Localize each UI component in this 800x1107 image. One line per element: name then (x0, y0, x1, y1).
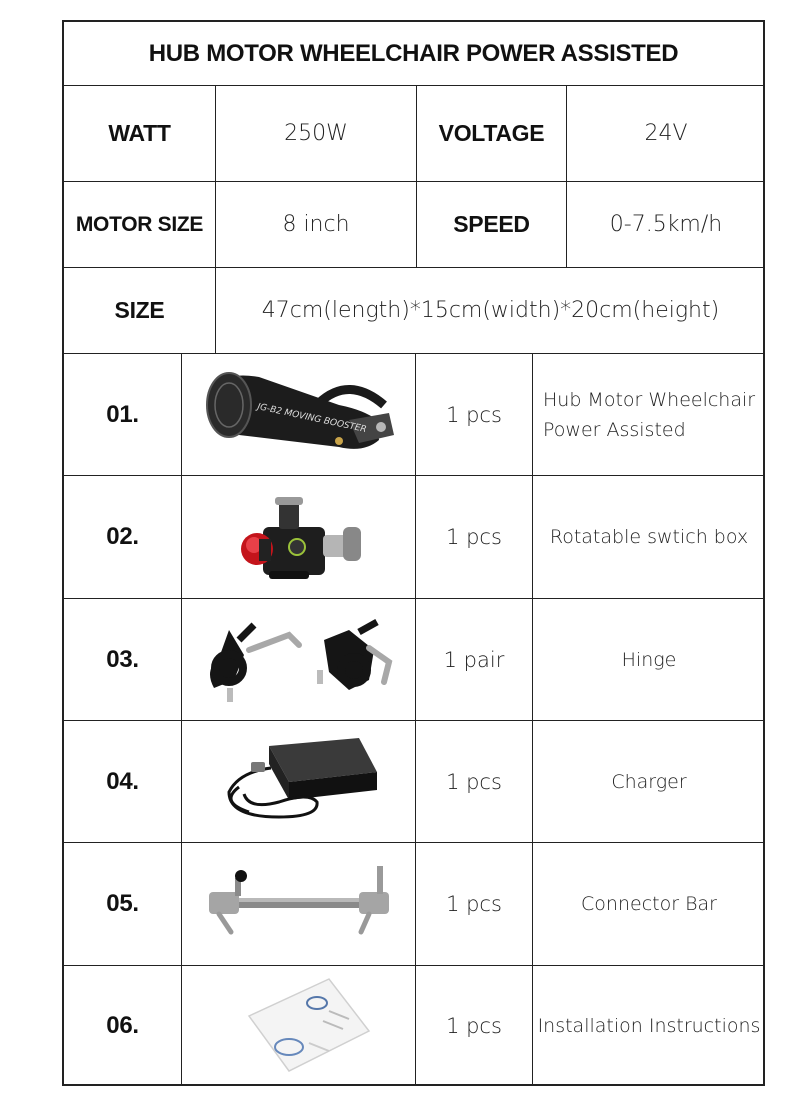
item-image (181, 354, 415, 475)
spec-row-power (64, 86, 763, 182)
item-row-02 (64, 476, 763, 599)
item-image (181, 843, 415, 965)
watt-value: 250W (215, 86, 416, 181)
item-row-05 (64, 843, 763, 966)
item-image (181, 599, 415, 720)
item-number: 06. (106, 1012, 139, 1039)
title-row (64, 22, 763, 86)
watt-label: WATT (108, 120, 171, 146)
item-image (181, 476, 415, 598)
item-row-01 (64, 354, 763, 476)
size-value: 47cm(length)*15cm(width)*20cm(height) (215, 268, 765, 353)
item-description: Rotatable swtich box (532, 476, 765, 598)
item-row-03 (64, 599, 763, 721)
spec-row-size (64, 268, 763, 354)
item-row-06 (64, 966, 763, 1086)
size-label: SIZE (114, 297, 165, 323)
item-number: 01. (106, 400, 139, 428)
item-number: 05. (106, 890, 139, 917)
item-number: 02. (106, 523, 139, 550)
item-quantity: 1 pcs (415, 966, 532, 1086)
item-image (181, 966, 415, 1086)
instruction-manual-icon (219, 971, 379, 1081)
item-quantity: 1 pair (415, 599, 532, 720)
item-image (181, 721, 415, 842)
voltage-value: 24V (566, 86, 765, 181)
item-description: Installation Instructions (532, 966, 765, 1086)
motor-size-label: MOTOR SIZE (75, 212, 204, 236)
item-quantity: 1 pcs (415, 843, 532, 965)
connector-bar-icon (199, 854, 399, 954)
speed-label: SPEED (416, 182, 566, 267)
motor-brand-text: JG-B2 MOVING BOOSTER (255, 401, 367, 435)
item-description: Connector Bar (532, 843, 765, 965)
item-quantity: 1 pcs (415, 476, 532, 598)
switch-box-icon (219, 487, 379, 587)
hinge-clamps-icon (199, 610, 399, 710)
spec-row-motor (64, 182, 763, 268)
item-row-04 (64, 721, 763, 843)
item-description-line2: Power Assisted (543, 418, 686, 441)
item-quantity: 1 pcs (415, 354, 532, 475)
motor-size-value: 8 inch (215, 182, 416, 267)
item-number: 03. (106, 645, 139, 673)
item-description-line1: Hub Motor Wheelchair (543, 388, 756, 411)
item-quantity: 1 pcs (415, 721, 532, 842)
item-description: Hinge (532, 599, 765, 720)
item-description: Charger (532, 721, 765, 842)
voltage-label: VOLTAGE (416, 86, 566, 181)
item-number: 04. (106, 767, 139, 795)
speed-value: 0-7.5km/h (566, 182, 765, 267)
item-description (532, 354, 765, 475)
hub-motor-icon (199, 365, 399, 465)
table-title: HUB MOTOR WHEELCHAIR POWER ASSISTED (148, 39, 679, 67)
charger-icon (209, 732, 389, 832)
product-spec-table (62, 20, 765, 1086)
